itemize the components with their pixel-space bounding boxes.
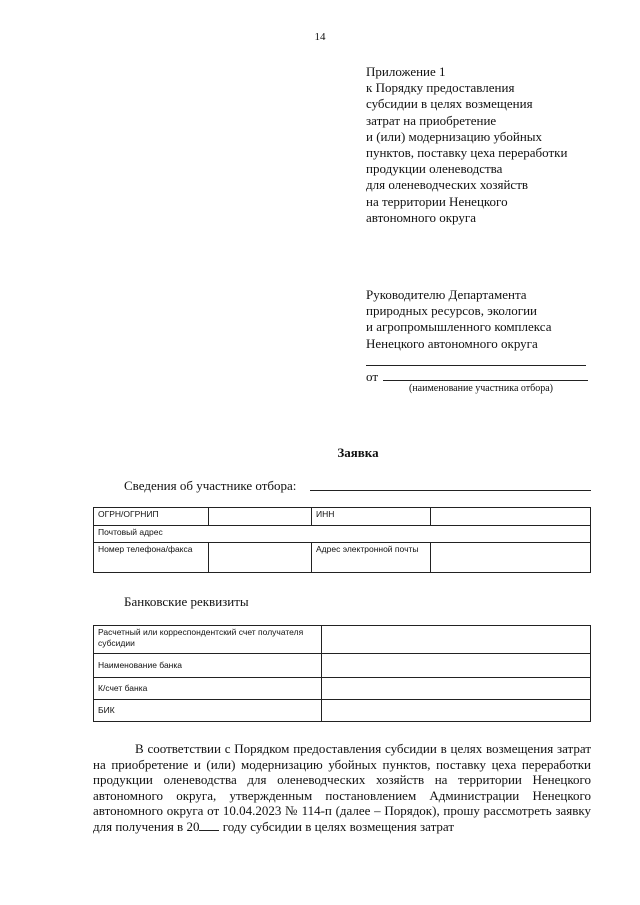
addressee-line: Руководителю Департамента: [366, 287, 527, 302]
bik-label: БИК: [94, 700, 322, 722]
addressee-line: и агропромышленного комплекса: [366, 319, 552, 335]
year-blank: [199, 819, 219, 831]
appendix-line: продукции оленеводства: [366, 161, 503, 177]
document-title: Заявка: [337, 445, 379, 460]
appendix-line: на территории Ненецкого: [366, 193, 508, 209]
from-blank-line: [383, 380, 588, 381]
ogrn-label: ОГРН/ОГРНИП: [94, 508, 209, 526]
from-label: от: [366, 369, 379, 384]
appendix-line: Приложение 1: [366, 64, 446, 79]
phone-label: Номер телефона/факса: [94, 543, 209, 573]
ogrn-value: [209, 508, 312, 526]
bik-value: [322, 700, 591, 722]
email-label: Адрес электронной почты: [312, 543, 431, 573]
bank-account-value: [322, 626, 591, 654]
inn-value: [431, 508, 591, 526]
bank-table: [93, 625, 591, 722]
body-paragraph: [93, 741, 591, 835]
participant-table: [93, 507, 591, 573]
addressee-blank-line: [366, 365, 586, 366]
corr-account-value: [322, 678, 591, 700]
appendix-line: для оленеводческих хозяйств: [366, 177, 529, 193]
corr-account-label: К/счет банка: [94, 678, 322, 700]
appendix-line: субсидии в целях возмещения: [366, 96, 533, 112]
appendix-line: пунктов, поставку цеха переработки: [366, 145, 568, 161]
appendix-line: затрат на приобретение: [366, 112, 497, 128]
phone-value: [209, 543, 312, 573]
inn-label: ИНН: [312, 508, 431, 526]
addressee-line: природных ресурсов, экологии: [366, 303, 537, 319]
bank-details-label: Банковские реквизиты: [124, 594, 249, 609]
postal-label: Почтовый адрес: [94, 526, 591, 543]
appendix-line: к Порядку предоставления: [366, 80, 515, 96]
appendix-header: [366, 64, 567, 226]
participant-info-label: Сведения об участнике отбора:: [124, 478, 297, 493]
participant-info-blank-line: [310, 490, 591, 491]
bank-name-value: [322, 654, 591, 678]
page-number: 14: [314, 31, 326, 43]
addressee-block: [366, 287, 551, 352]
bank-account-label: Расчетный или корреспондентский счет получателя субсидии: [94, 626, 322, 654]
addressee-line: Ненецкого автономного округа: [366, 335, 538, 351]
appendix-line: и (или) модернизацию убойных: [366, 128, 543, 144]
appendix-line: автономного округа: [366, 209, 476, 225]
email-value: [431, 543, 591, 573]
body-text-part1: В соответствии с Порядком предоставления субсидии в целях возмещения затрат на приобретение и (или) модернизацию убойных пунктов, поставку цеха переработки продукции оленеводства для оленеводческих хозяйств на территории Ненецкого автономного округа, утвержденным постановлением Администрации Ненецкого автономного округа от 10.04.2023 № 114-п (далее – Порядок), прошу рассмотреть заявку для получения в 20: [93, 741, 591, 834]
from-caption: (наименование участника отбора): [409, 383, 553, 394]
bank-name-label: Наименование банка: [94, 654, 322, 678]
body-text-part2: году субсидии в целях возмещения затрат: [219, 818, 455, 834]
